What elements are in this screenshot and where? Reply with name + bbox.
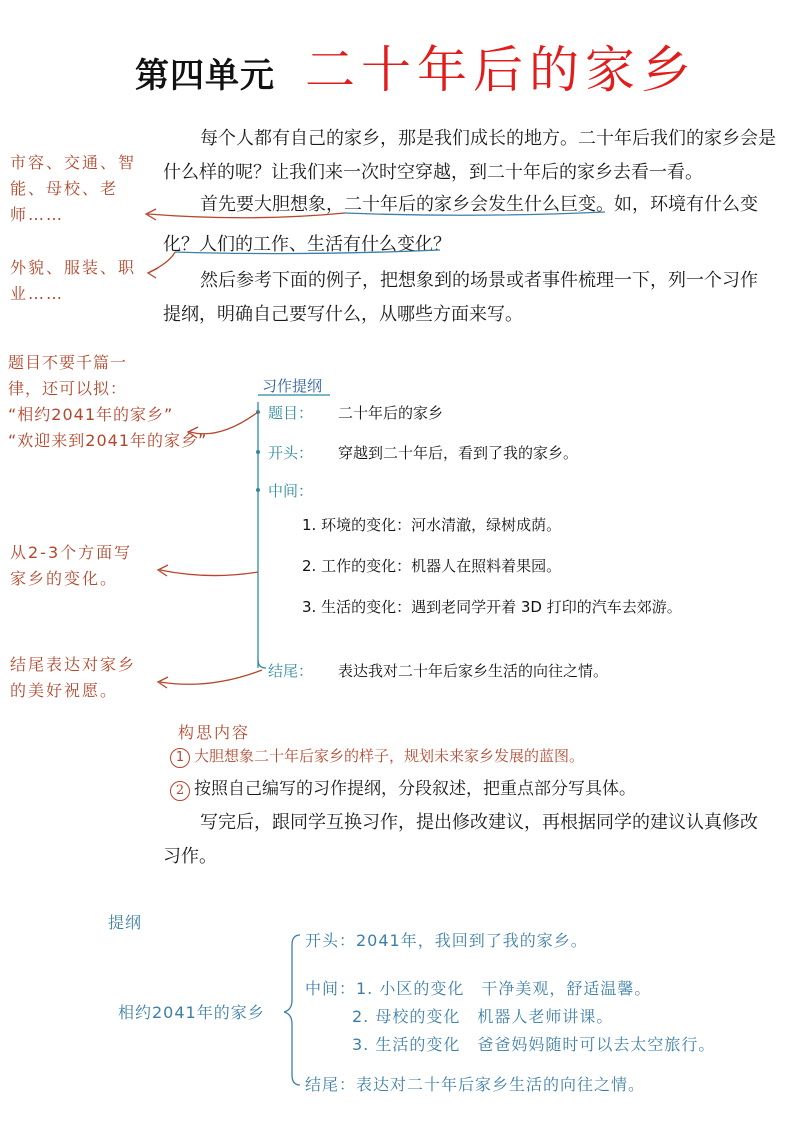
side-note-3-line1: 题目不要千篇一: [8, 353, 128, 372]
handwritten-mid-2: 2. 母校的变化 机器人老师讲课。: [352, 1007, 614, 1026]
underline-2: [175, 250, 440, 254]
side-note-3-line3: “相约2041年的家乡”: [8, 405, 174, 424]
side-note-3-line4: “欢迎来到2041年的家乡”: [8, 431, 208, 450]
outline-end-key: 结尾：: [268, 662, 314, 680]
arrow-note-3: [190, 412, 258, 434]
arrowhead-2: [148, 268, 158, 278]
handwritten-label: 提纲: [108, 913, 143, 932]
side-note-4-line1: 从2-3个方面写: [10, 543, 133, 562]
side-note-5-line2: 的美好祝愿。: [10, 681, 119, 700]
side-note-1-line1: 市容、交通、智: [10, 153, 137, 172]
handwritten-mid-1: 中间：1. 小区的变化 干净美观，舒适温馨。: [305, 979, 652, 998]
conception-item-2-text: 按照自己编写的习作提纲，分段叙述，把重点部分写具体。: [194, 779, 636, 799]
outline-dot-mid: [256, 488, 260, 492]
side-note-2-line1: 外貌、服装、职: [10, 258, 137, 277]
side-note-3-line2: 律，还可以拟：: [8, 379, 128, 398]
side-note-1-line3: 师……: [10, 205, 65, 224]
intro-p3-line1: 然后参考下面的例子，把想象到的场景或者事件梳理一下，列一个习作: [200, 270, 758, 291]
outline-open-key: 开头：: [268, 444, 314, 462]
unit-label: 第四单元: [135, 56, 275, 96]
intro-p2-line2: 化？人们的工作、生活有什么变化？: [163, 234, 451, 255]
outline-mid-item-2: 2. 工作的变化：机器人在照料着果园。: [302, 557, 562, 575]
conception-item-1: [170, 745, 584, 768]
side-note-2-line2: 业……: [10, 284, 65, 303]
hand-bracket-bottom: [284, 1012, 300, 1085]
arrow-note-2: [150, 252, 175, 272]
conception-item-1-text: 大胆想象二十年后家乡的样子，规划未来家乡发展的蓝图。: [194, 747, 585, 765]
outline-end-hook: [258, 660, 266, 668]
arrow-note-1: [148, 213, 345, 218]
conception-item-2-num: 2: [170, 781, 190, 801]
outline-mid-item-1: 1. 环境的变化：河水清澈，绿树成荫。: [302, 516, 562, 534]
side-note-1-line2: 能、母校、老: [10, 179, 119, 198]
outline-title-val: 二十年后的家乡: [338, 404, 444, 422]
handwritten-topic: 相约2041年的家乡: [118, 1003, 265, 1022]
outline-label: 习作提纲: [262, 377, 323, 395]
handwritten-mid-3: 3. 生活的变化 爸爸妈妈随时可以去太空旅行。: [352, 1035, 716, 1054]
conception-p-line1: 写完后，跟同学互换习作，提出修改建议，再根据同学的建议认真修改: [200, 812, 758, 833]
side-note-4-line2: 家乡的变化。: [10, 569, 119, 588]
outline-mid-key: 中间：: [268, 482, 314, 500]
conception-p-line2: 习作。: [163, 846, 217, 867]
hand-bracket-top: [284, 935, 300, 1012]
conception-item-1-num: 1: [170, 748, 190, 768]
intro-p1-line2: 什么样的呢？让我们来一次时空穿越，到二十年后的家乡去看一看。: [163, 162, 703, 183]
underline-1: [345, 212, 605, 215]
arrow-note-4: [160, 570, 258, 576]
conception-label: 构思内容: [178, 723, 251, 742]
intro-p3-line2: 提纲，明确自己要写什么，从哪些方面来写。: [163, 304, 523, 325]
side-note-5-line1: 结尾表达对家乡: [10, 655, 137, 674]
page-title: 二十年后的家乡: [305, 41, 697, 99]
arrow-note-5: [160, 670, 262, 684]
handwritten-end: 结尾：表达对二十年后家乡生活的向往之情。: [305, 1075, 646, 1094]
intro-p1-line1: 每个人都有自己的家乡，那是我们成长的地方。二十年后我们的家乡会是: [200, 128, 776, 149]
conception-item-2: [170, 772, 636, 806]
handwritten-open: 开头：2041年，我回到了我的家乡。: [305, 931, 588, 950]
outline-mid-item-3: 3. 生活的变化：遇到老同学开着 3D 打印的汽车去郊游。: [302, 598, 682, 616]
outline-open-val: 穿越到二十年后，看到了我的家乡。: [338, 444, 579, 462]
intro-p2-line1: 首先要大胆想象，二十年后的家乡会发生什么巨变。如，环境有什么变: [200, 194, 758, 215]
outline-title-key: 题目：: [268, 404, 314, 422]
outline-dot-open: [256, 450, 260, 454]
outline-end-val: 表达我对二十年后家乡生活的向往之情。: [338, 662, 609, 680]
